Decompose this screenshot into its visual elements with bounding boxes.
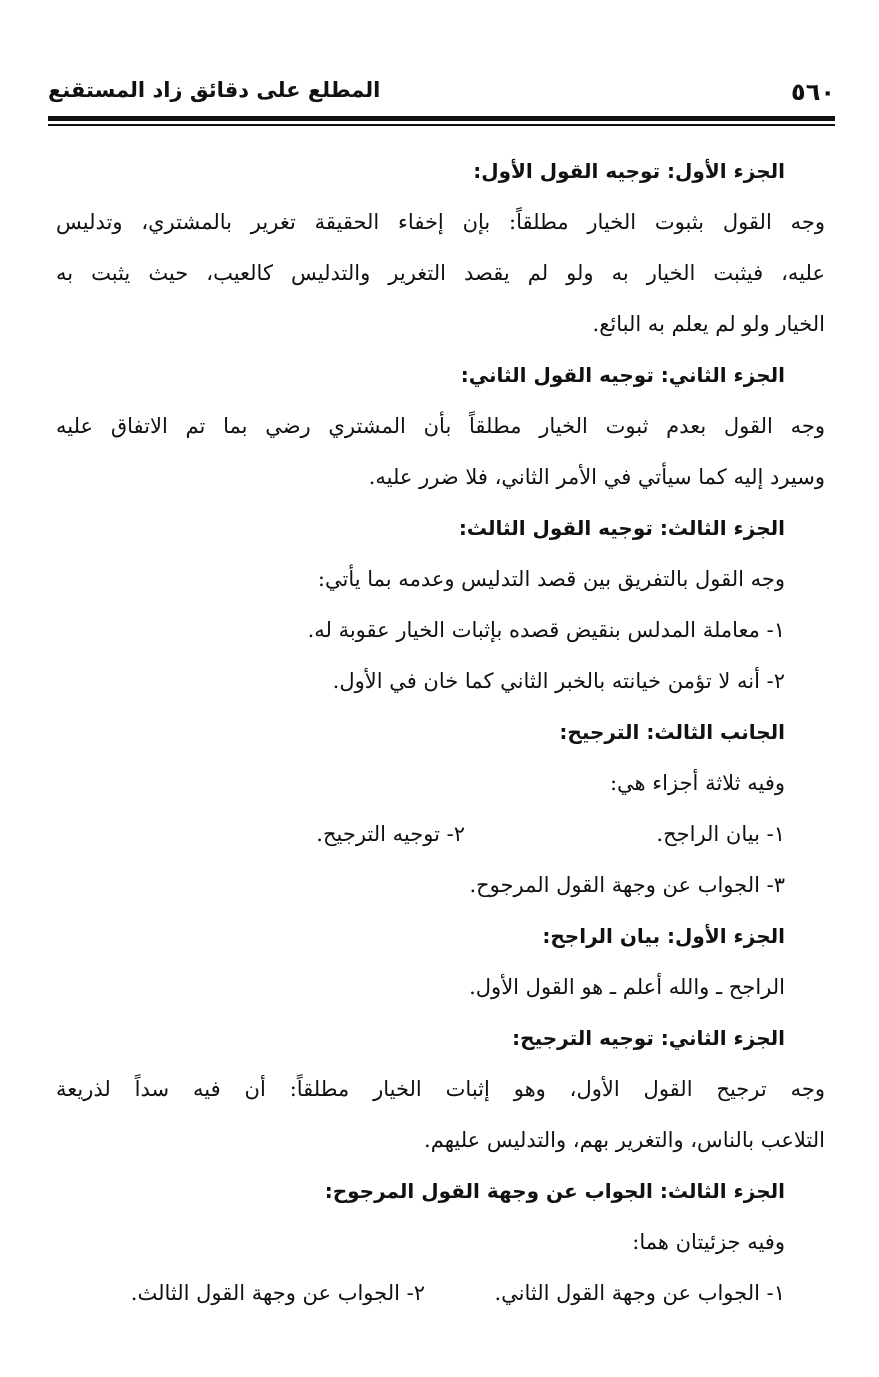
paragraph-line: وجه القول بعدم ثبوت الخيار مطلقاً بأن المشتري رضي بما تم الاتفاق عليه <box>56 414 825 438</box>
list-item: ١- الجواب عن وجهة القول الثاني. <box>494 1281 785 1305</box>
list-item: ٢- الجواب عن وجهة القول الثالث. <box>130 1281 425 1305</box>
list-item: ١- معاملة المدلس بنقيض قصده بإثبات الخيار عقوبة له. <box>307 618 785 642</box>
body-text <box>56 146 825 1319</box>
paragraph-line: وجه القول بالتفريق بين قصد التدليس وعدمه بما يأتي: <box>317 567 785 591</box>
running-title: المطلع على دقائق زاد المستقنع <box>48 78 381 102</box>
header-rule-thin <box>48 124 835 126</box>
paragraph-line: وسيرد إليه كما سيأتي في الأمر الثاني، فلا ضرر عليه. <box>368 465 825 489</box>
section-heading: الجزء الأول: بيان الراجح: <box>542 924 785 948</box>
paragraph-line: وجه القول بثبوت الخيار مطلقاً: بإن إخفاء الحقيقة تغرير بالمشتري، وتدليس <box>56 210 825 234</box>
list-item: ١- بيان الراجح. <box>656 822 785 846</box>
section-heading: الجانب الثالث: الترجيح: <box>559 720 785 744</box>
paragraph-line: وجه ترجيح القول الأول، وهو إثبات الخيار مطلقاً: أن فيه سداً لذريعة <box>56 1077 825 1101</box>
header-rule-thick <box>48 116 835 121</box>
paragraph-line: وفيه جزئيتان هما: <box>632 1230 785 1254</box>
paragraph-line: التلاعب بالناس، والتغرير بهم، والتدليس عليهم. <box>424 1128 825 1152</box>
list-row <box>56 1268 785 1319</box>
page-header <box>48 72 835 112</box>
section-heading: الجزء الثالث: توجيه القول الثالث: <box>458 516 785 540</box>
list-item: ٢- توجيه الترجيح. <box>316 822 465 846</box>
page-number: ٥٦٠ <box>791 78 835 106</box>
paragraph-line: عليه، فيثبت الخيار به ولو لم يقصد التغرير والتدليس كالعيب، حيث يثبت به <box>56 261 825 285</box>
paragraph-line: الراجح ـ والله أعلم ـ هو القول الأول. <box>469 975 785 999</box>
list-item: ٣- الجواب عن وجهة القول المرجوح. <box>469 873 785 897</box>
paragraph-line: الخيار ولو لم يعلم به البائع. <box>592 312 825 336</box>
list-item: ٢- أنه لا تؤمن خيانته بالخبر الثاني كما خان في الأول. <box>332 669 785 693</box>
section-heading: الجزء الأول: توجيه القول الأول: <box>473 159 785 183</box>
section-heading: الجزء الثاني: توجيه الترجيح: <box>512 1026 785 1050</box>
section-heading: الجزء الثاني: توجيه القول الثاني: <box>460 363 785 387</box>
section-heading: الجزء الثالث: الجواب عن وجهة القول المرجوح: <box>324 1179 785 1203</box>
paragraph-line: وفيه ثلاثة أجزاء هي: <box>609 771 785 795</box>
list-row <box>56 809 785 860</box>
